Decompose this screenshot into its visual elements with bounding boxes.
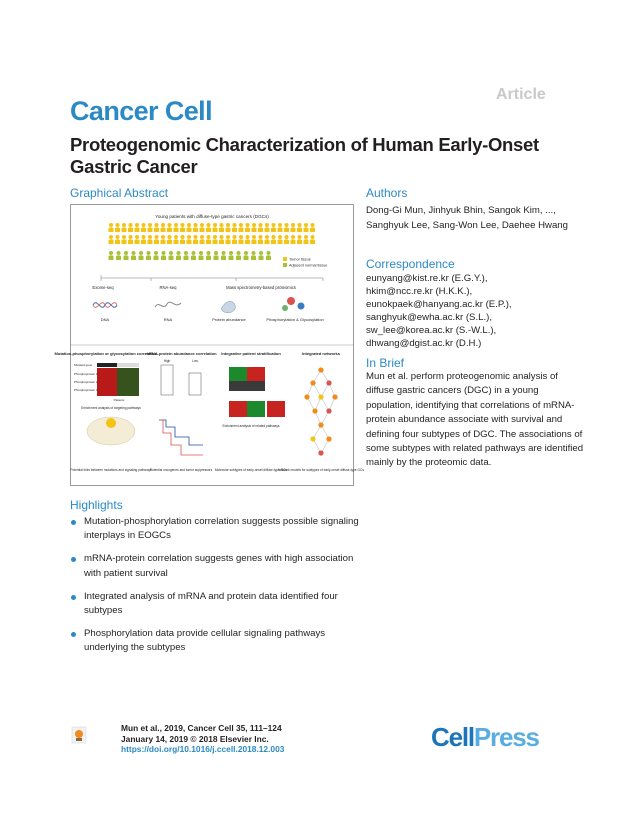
person-icon	[147, 251, 151, 255]
person-icon	[237, 251, 241, 255]
correspondence-list	[366, 272, 586, 350]
person-icon-body	[146, 255, 151, 260]
person-icon-body	[193, 239, 198, 244]
panel-mutation-title: Mutation-phosphorylation or glycosylation correlation	[54, 351, 158, 356]
person-icon-body	[148, 239, 153, 244]
box-low	[189, 373, 201, 395]
person-icon	[129, 235, 133, 239]
highlights-heading: Highlights	[70, 498, 123, 512]
elsevier-logo-icon	[72, 727, 86, 743]
person-icon-body	[310, 239, 315, 244]
person-icon	[285, 235, 289, 239]
person-icon	[154, 251, 158, 255]
person-icon-body	[167, 227, 172, 232]
cellpress-logo	[431, 722, 539, 753]
person-icon	[220, 235, 224, 239]
person-icon	[117, 251, 121, 255]
person-icon-body	[271, 239, 276, 244]
person-icon	[311, 223, 315, 227]
person-icon	[252, 251, 256, 255]
person-icon-body	[193, 227, 198, 232]
person-icon-body	[174, 227, 179, 232]
person-icon-body	[128, 239, 133, 244]
person-icon-body	[167, 239, 172, 244]
person-icon-body	[109, 227, 114, 232]
person-icon-body	[291, 239, 296, 244]
highlight-text: Mutation-phosphorylation correlation suggests possible signaling interplays in EOGCs	[84, 516, 359, 542]
person-icon	[298, 235, 302, 239]
person-icon	[162, 251, 166, 255]
heatmap-label-pp1: Phosphoprotein 1	[74, 372, 98, 376]
person-icon	[226, 235, 230, 239]
oncogenes-label: Potential oncogenes and tumor suppressors	[149, 468, 213, 472]
person-icon	[132, 251, 136, 255]
strat-heatmap-3	[229, 381, 265, 391]
person-icon-body	[229, 255, 234, 260]
person-icon-body	[187, 227, 192, 232]
person-icon	[109, 223, 113, 227]
email-link[interactable]: sw_lee@korea.ac.kr (S.-W.L.),	[366, 325, 497, 336]
person-icon-body	[239, 239, 244, 244]
method-rnaseq: RNA-seq	[159, 285, 177, 290]
legend-swatch-tumor	[283, 257, 287, 261]
person-icon	[109, 235, 113, 239]
person-icon	[259, 251, 263, 255]
email-link[interactable]: hkim@ncc.re.kr (H.K.K.),	[366, 286, 473, 297]
person-icon	[181, 235, 185, 239]
person-icon-body	[232, 227, 237, 232]
highlights-list	[70, 515, 370, 665]
person-icon	[229, 251, 233, 255]
heatmap-wt	[117, 368, 139, 396]
person-icon	[169, 251, 173, 255]
person-icon-body	[252, 239, 257, 244]
person-icon	[246, 235, 250, 239]
box-label-low: Low	[192, 359, 198, 363]
person-icon-body	[304, 227, 309, 232]
person-icon	[311, 235, 315, 239]
person-icon	[207, 235, 211, 239]
person-icon-body	[141, 227, 146, 232]
person-icon-body	[161, 255, 166, 260]
person-icon-body	[176, 255, 181, 260]
paper-title: Proteogenomic Characterization of Human Early-Onset Gastric Cancer	[70, 134, 539, 177]
person-icon-body	[109, 255, 114, 260]
person-icon-body	[200, 227, 205, 232]
network-node	[318, 422, 323, 427]
person-icon	[135, 223, 139, 227]
heatmap-mutation-bar	[97, 363, 117, 367]
box-high	[161, 365, 173, 395]
person-icon	[177, 251, 181, 255]
person-icon	[259, 235, 263, 239]
person-icon-body	[128, 227, 133, 232]
person-icon-body	[259, 255, 264, 260]
glyco-icon	[298, 303, 305, 310]
person-icon	[148, 223, 152, 227]
network-node	[304, 394, 309, 399]
bullet-icon	[71, 595, 76, 600]
person-icon-body	[200, 239, 205, 244]
person-icon-body	[169, 255, 174, 260]
person-icon-body	[226, 227, 231, 232]
person-icon-body	[161, 239, 166, 244]
method-branch-lines	[101, 275, 323, 281]
journal-name: Cancer Cell	[70, 96, 212, 126]
person-icon	[278, 235, 282, 239]
person-icon	[226, 223, 230, 227]
person-icon-body	[122, 239, 127, 244]
person-icon	[267, 251, 271, 255]
person-icon-body	[148, 227, 153, 232]
patient-icons-row-tumor	[109, 223, 316, 244]
graphical-abstract-svg	[54, 205, 364, 485]
highlight-text: Phosphorylation data provide cellular signaling pathways underlying the subtypes	[84, 628, 326, 654]
strat-heatmap-2	[247, 367, 265, 381]
heatmap-label-pp3: Phosphoprotein 3	[74, 388, 98, 392]
person-icon-body	[245, 227, 250, 232]
heatmap-label-pp2: Phosphoprotein 2	[74, 380, 98, 384]
strat-heatmap-6	[267, 401, 285, 417]
person-icon	[174, 235, 178, 239]
data-protein: Protein abundance	[212, 317, 246, 322]
method-exome: Exome-seq	[92, 285, 114, 290]
network-diagram	[304, 367, 337, 455]
person-icon	[148, 235, 152, 239]
person-icon-body	[122, 227, 127, 232]
network-node	[318, 367, 323, 372]
ga-top-label: Young patients with diffuse-type gastric cancers (DGCs)	[155, 214, 269, 219]
in-brief-text: Mun et al. perform proteogenomic analysis of diffuse gastric cancers (DGC) in a young population, identifying that correlations of mRNA-protein abundance associate with survival and defining four subtypes of DGC. The associations of some subtypes with related pathways are identified mainly by the proteomic data.	[366, 371, 584, 469]
bullet-icon	[71, 520, 76, 525]
glyco-icon-2	[282, 305, 288, 311]
person-icon	[233, 223, 237, 227]
person-icon	[194, 223, 198, 227]
person-icon	[135, 235, 139, 239]
person-icon	[187, 223, 191, 227]
doi-link[interactable]: https://doi.org/10.1016/j.ccell.2018.12.003	[121, 744, 285, 755]
person-icon-body	[236, 255, 241, 260]
person-icon-body	[251, 255, 256, 260]
graphical-abstract-heading: Graphical Abstract	[70, 186, 169, 200]
person-icon	[304, 223, 308, 227]
person-icon-body	[161, 227, 166, 232]
article-type-label: Article	[496, 86, 546, 103]
heatmap-wt-bar	[117, 363, 139, 367]
person-icon	[122, 235, 126, 239]
person-icon-body	[184, 255, 189, 260]
person-icon	[109, 251, 113, 255]
mutated-gene-icon	[106, 418, 116, 428]
protein-icon	[221, 301, 235, 312]
person-icon-body	[180, 227, 185, 232]
network-node	[312, 408, 317, 413]
strat-enrichment-label: Enrichment analysis of related pathways	[222, 424, 280, 428]
box-label-high: High	[163, 359, 171, 363]
person-icon	[181, 223, 185, 227]
person-icon-body	[252, 227, 257, 232]
person-icon	[200, 223, 204, 227]
heatmap-label-gene: Mutated gene	[74, 363, 93, 367]
panel-mrna-title: mRNA-protein abundance correlation	[145, 351, 217, 356]
person-icon-body	[291, 227, 296, 232]
person-icon	[278, 223, 282, 227]
person-icon-body	[154, 227, 159, 232]
person-icon	[207, 251, 211, 255]
person-icon	[199, 251, 203, 255]
network-node	[310, 436, 315, 441]
person-icon	[187, 235, 191, 239]
person-icon	[239, 223, 243, 227]
cellpress-press: Press	[473, 722, 539, 752]
person-icon-body	[297, 239, 302, 244]
person-icon	[155, 235, 159, 239]
person-icon-body	[284, 227, 289, 232]
person-icon	[252, 235, 256, 239]
subtypes-label: Molecular subtypes of early-onset diffuse-type GCs	[214, 468, 288, 472]
person-icon-body	[115, 227, 120, 232]
person-icon-body	[310, 227, 315, 232]
person-icon	[222, 251, 226, 255]
person-icon	[124, 251, 128, 255]
person-icon	[259, 223, 263, 227]
survival-curve-high	[159, 420, 203, 445]
person-icon-body	[219, 227, 224, 232]
network-node	[326, 380, 331, 385]
person-icon	[168, 235, 172, 239]
strat-heatmap-1	[229, 367, 247, 381]
correspondence-heading: Correspondence	[366, 257, 455, 271]
legend-swatch-normal	[283, 263, 287, 267]
person-icon	[139, 251, 143, 255]
person-icon-body	[284, 239, 289, 244]
person-icon	[252, 223, 256, 227]
data-dna: DNA	[100, 317, 110, 322]
person-icon	[233, 235, 237, 239]
person-icon-body	[213, 227, 218, 232]
method-proteomics: Mass spectrometry-based proteomics	[226, 285, 296, 290]
person-icon-body	[116, 255, 121, 260]
person-icon-body	[258, 227, 263, 232]
in-brief-heading: In Brief	[366, 356, 405, 370]
person-icon-body	[154, 255, 159, 260]
person-icon	[265, 235, 269, 239]
bullet-icon	[71, 632, 76, 637]
person-icon-body	[226, 239, 231, 244]
person-icon	[184, 251, 188, 255]
highlight-text: Integrated analysis of mRNA and protein data identified four subtypes	[84, 590, 338, 617]
person-icon	[174, 223, 178, 227]
person-icon-body	[135, 227, 140, 232]
person-icon	[116, 235, 120, 239]
person-icon-body	[265, 227, 270, 232]
cellpress-cell: Cell	[431, 722, 474, 752]
network-node	[310, 380, 315, 385]
email-link[interactable]: eunokpaek@hanyang.ac.kr (E.P.),	[366, 299, 512, 310]
person-icon-body	[131, 255, 136, 260]
citation-block	[121, 723, 284, 755]
bullet-icon	[71, 557, 76, 562]
panel-network-title: Integrated networks	[301, 351, 341, 356]
person-icon	[161, 223, 165, 227]
highlight-item	[70, 552, 370, 580]
phospho-icon	[287, 297, 295, 305]
person-icon	[304, 235, 308, 239]
person-icon-body	[206, 227, 211, 232]
highlight-text: mRNA-protein correlation suggests genes with high association with patient survival	[84, 553, 354, 579]
person-icon	[142, 235, 146, 239]
person-icon-body	[206, 239, 211, 244]
person-icon-body	[239, 227, 244, 232]
person-icon-body	[214, 255, 219, 260]
person-icon-body	[135, 239, 140, 244]
data-phospho: Phosphorylation & Glycosylation	[266, 317, 324, 322]
person-icon	[291, 235, 295, 239]
person-icon-body	[191, 255, 196, 260]
person-icon	[207, 223, 211, 227]
person-icon-body	[124, 255, 129, 260]
person-icon	[272, 235, 276, 239]
person-icon-body	[258, 239, 263, 244]
network-node	[318, 450, 323, 455]
highlight-item	[70, 627, 370, 655]
person-icon-body	[206, 255, 211, 260]
person-icon	[239, 235, 243, 239]
strat-heatmap-5	[247, 401, 265, 417]
graphical-abstract-figure	[54, 204, 364, 486]
person-icon-body	[304, 239, 309, 244]
person-icon-body	[278, 227, 283, 232]
strat-heatmap-4	[229, 401, 247, 417]
person-icon	[291, 223, 295, 227]
person-icon-body	[199, 255, 204, 260]
patient-icons-row-normal	[109, 251, 272, 260]
legend-normal-label: Adjacent normal tissue	[289, 263, 328, 268]
email-link[interactable]: eunyang@kist.re.kr (E.G.Y.),	[366, 273, 488, 284]
person-icon	[214, 251, 218, 255]
person-icon-body	[174, 239, 179, 244]
network-node	[326, 408, 331, 413]
person-icon-body	[141, 239, 146, 244]
person-icon	[220, 223, 224, 227]
person-icon	[272, 223, 276, 227]
person-icon-body	[271, 227, 276, 232]
person-icon	[213, 235, 217, 239]
person-icon-body	[265, 239, 270, 244]
network-node	[332, 394, 337, 399]
legend-tumor-label: Tumor tissue	[289, 257, 311, 262]
person-icon-body	[278, 239, 283, 244]
data-rna: RNA	[163, 317, 173, 322]
person-icon-body	[245, 239, 250, 244]
person-icon-body	[139, 255, 144, 260]
person-icon	[298, 223, 302, 227]
citation-date: January 14, 2019 © 2018 Elsevier Inc.	[121, 733, 269, 744]
network-node	[326, 436, 331, 441]
person-icon	[244, 251, 248, 255]
highlight-item	[70, 515, 370, 543]
person-icon-body	[232, 239, 237, 244]
email-link[interactable]: sanghyuk@ewha.ac.kr (S.L.),	[366, 312, 492, 323]
person-icon	[265, 223, 269, 227]
person-icon	[161, 235, 165, 239]
person-icon	[192, 251, 196, 255]
person-icon-body	[180, 239, 185, 244]
person-icon	[168, 223, 172, 227]
person-icon	[155, 223, 159, 227]
person-icon	[246, 223, 250, 227]
person-icon-body	[213, 239, 218, 244]
person-icon	[129, 223, 133, 227]
panel-strat-title: Integrative patient stratification	[221, 351, 281, 356]
person-icon-body	[244, 255, 249, 260]
person-icon	[213, 223, 217, 227]
network-label: Network models for subtypes of early-onset diffuse-type GCs	[278, 468, 364, 472]
person-icon	[122, 223, 126, 227]
person-icon	[142, 223, 146, 227]
highlight-item	[70, 590, 370, 618]
person-icon-body	[187, 239, 192, 244]
person-icon-body	[115, 239, 120, 244]
heatmap-label-patients: Patients	[113, 398, 125, 402]
citation-line: Mun et al., 2019, Cancer Cell 35, 111–124	[121, 723, 282, 733]
authors-list: Dong-Gi Mun, Jinhyuk Bhin, Sangok Kim, ..., Sanghyuk Lee, Sang-Won Lee, Daehee Hwang	[366, 205, 568, 231]
person-icon	[200, 235, 204, 239]
enrichment-targeting: Enrichment analysis of targeting pathways	[81, 406, 141, 410]
network-node	[318, 394, 323, 399]
rna-icon	[155, 302, 181, 307]
person-icon-body	[221, 255, 226, 260]
person-icon-body	[219, 239, 224, 244]
person-icon	[194, 235, 198, 239]
person-icon-body	[109, 239, 114, 244]
person-icon	[285, 223, 289, 227]
email-link[interactable]: dhwang@dgist.ac.kr (D.H.)	[366, 338, 482, 349]
person-icon-body	[266, 255, 271, 260]
authors-heading: Authors	[366, 186, 408, 200]
person-icon	[116, 223, 120, 227]
person-icon-body	[154, 239, 159, 244]
links-label: Potential links between mutations and signaling pathways	[70, 468, 152, 472]
person-icon-body	[297, 227, 302, 232]
